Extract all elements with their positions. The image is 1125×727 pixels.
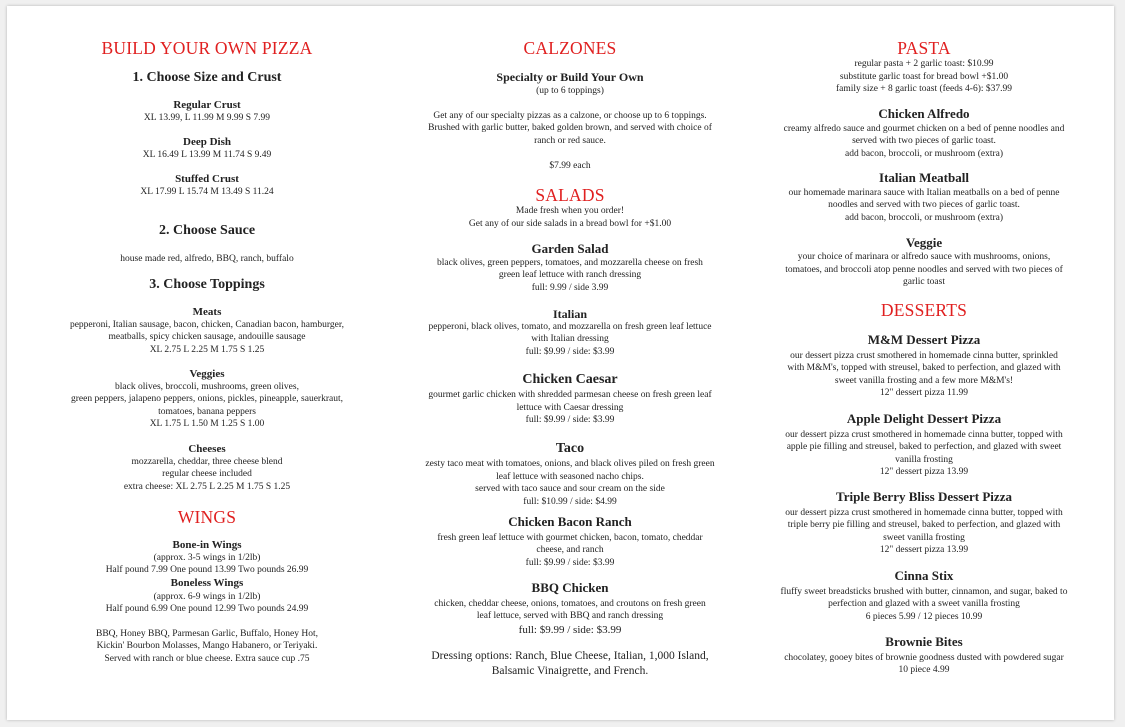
chicken-caesar-price: full: $9.99 / side: $3.99	[525, 415, 615, 425]
salads-note-2: Get any of our side salads in a bread bowl for +$1.00	[468, 219, 672, 229]
taco-salad-line-3: served with taco sauce and sour cream on the side	[475, 484, 665, 494]
triple-berry-line-1: our dessert pizza crust smothered in homemade cinna butter, topped with	[785, 508, 1063, 518]
mm-dessert-pizza-name: M&M Dessert Pizza	[867, 332, 981, 347]
pasta-note-1: regular pasta + 2 garlic toast: $10.99	[854, 59, 994, 69]
step-1-heading: 1. Choose Size and Crust	[132, 70, 282, 85]
garden-salad-name: Garden Salad	[531, 241, 609, 256]
italian-meatball-line-1: our homemade marinara sauce with Italian meatballs on a bed of penne	[788, 188, 1060, 198]
dressing-options-line-2: Balsamic Vinaigrette, and French.	[491, 665, 649, 677]
salads-note-1: Made fresh when you order!	[515, 206, 625, 216]
calzone-desc-line-3: ranch or red sauce.	[534, 136, 606, 146]
regular-crust-prices: XL 13.99, L 11.99 M 9.99 S 7.99	[143, 113, 271, 123]
meats-name: Meats	[192, 306, 222, 318]
bbq-chicken-line-2: leaf lettuce, served with BBQ and ranch dressing	[476, 611, 664, 621]
chicken-caesar-line-1: gourmet garlic chicken with shredded parmesan cheese on fresh green leaf	[428, 390, 712, 400]
veggie-pasta-line-1: your choice of marinara or alfredo sauce with mushrooms, onions,	[797, 252, 1051, 262]
chicken-bacon-ranch-line-2: cheese, and ranch	[536, 545, 604, 555]
bone-in-wings-prices: Half pound 7.99 One pound 13.99 Two pounds 26.99	[105, 565, 309, 575]
calzone-note: (up to 6 toppings)	[536, 86, 604, 96]
apple-delight-name: Apple Delight Dessert Pizza	[846, 411, 1002, 426]
calzone-subheading: Specialty or Build Your Own	[496, 70, 644, 84]
triple-berry-line-2: triple berry pie filling and streusel, baked to perfection, and glazed with	[787, 520, 1061, 530]
veggie-pasta-line-2: tomatoes, and broccoli atop penne noodles and served with two pieces of	[785, 265, 1063, 275]
cinna-stix-line-1: fluffy sweet breadsticks brushed with butter, cinnamon, and sugar, baked to	[780, 587, 1068, 597]
cinna-stix-price: 6 pieces 5.99 / 12 pieces 10.99	[865, 612, 983, 622]
veggies-line-3: tomatoes, banana peppers	[158, 407, 256, 417]
apple-delight-line-1: our dessert pizza crust smothered in homemade cinna butter, topped with	[785, 430, 1063, 440]
wing-sauces-line-2: Kickin' Bourbon Molasses, Mango Habanero, or Teriyaki.	[96, 641, 318, 651]
chicken-bacon-ranch-price: full: $9.99 / side: $3.99	[525, 558, 615, 568]
italian-salad-price: full: $9.99 / side: $3.99	[525, 347, 615, 357]
veggie-pasta-line-3: garlic toast	[903, 277, 945, 287]
section-title-build-your-own-pizza: BUILD YOUR OWN PIZZA	[101, 38, 313, 58]
cheeses-name: Cheeses	[188, 443, 226, 455]
deep-dish-prices: XL 16.49 L 13.99 M 11.74 S 9.49	[142, 150, 272, 160]
wing-sauces-line-3: Served with ranch or blue cheese. Extra sauce cup .75	[104, 654, 310, 664]
meats-line-1: pepperoni, Italian sausage, bacon, chicken, Canadian bacon, hamburger,	[69, 320, 345, 330]
cinna-stix-line-2: perfection and glazed with a sweet vanilla frosting	[828, 599, 1020, 609]
chicken-bacon-ranch-name: Chicken Bacon Ranch	[508, 514, 632, 529]
regular-crust-name: Regular Crust	[173, 99, 241, 111]
bone-in-wings-name: Bone-in Wings	[172, 539, 242, 551]
boneless-wings-note: (approx. 6-9 wings in 1/2lb)	[153, 592, 261, 602]
step-3-heading: 3. Choose Toppings	[149, 277, 265, 292]
garden-salad-line-2: green leaf lettuce with ranch dressing	[498, 270, 642, 280]
italian-salad-line-2: with Italian dressing	[531, 334, 609, 344]
apple-delight-line-2: apple pie filling and streusel, baked to perfection, and glazed with sweet	[786, 442, 1062, 452]
chicken-alfredo-line-3: add bacon, broccoli, or mushroom (extra)	[844, 149, 1004, 159]
chicken-alfredo-name: Chicken Alfredo	[878, 106, 970, 121]
triple-berry-line-3: sweet vanilla frosting	[883, 533, 965, 543]
meats-line-2: meatballs, spicy chicken sausage, andouille sausage	[108, 332, 306, 342]
stuffed-crust-prices: XL 17.99 L 15.74 M 13.49 S 11.24	[140, 187, 274, 197]
section-title-desserts: DESSERTS	[880, 300, 968, 320]
pasta-note-3: family size + 8 garlic toast (feeds 4-6): $37.99	[835, 84, 1013, 94]
chicken-bacon-ranch-line-1: fresh green leaf lettuce with gourmet chicken, bacon, tomato, cheddar	[437, 533, 703, 543]
section-title-salads: SALADS	[535, 185, 605, 205]
meats-prices: XL 2.75 L 2.25 M 1.75 S 1.25	[149, 345, 265, 355]
bone-in-wings-note: (approx. 3-5 wings in 1/2lb)	[153, 553, 261, 563]
mm-dessert-line-3: sweet vanilla frosting and a few more M&M's!	[834, 376, 1014, 386]
calzone-desc-line-1: Get any of our specialty pizzas as a calzone, or choose up to 6 toppings.	[433, 111, 707, 121]
calzone-price: $7.99 each	[549, 161, 591, 171]
chicken-caesar-name: Chicken Caesar	[522, 372, 618, 387]
wing-sauces-line-1: BBQ, Honey BBQ, Parmesan Garlic, Buffalo, Honey Hot,	[96, 629, 318, 639]
taco-salad-line-1: zesty taco meat with tomatoes, onions, and black olives piled on fresh green	[425, 459, 715, 469]
section-title-pasta: PASTA	[897, 38, 951, 58]
veggies-line-1: black olives, broccoli, mushrooms, green olives,	[115, 382, 299, 392]
cheeses-line-1: mozzarella, cheddar, three cheese blend	[131, 457, 283, 467]
chicken-caesar-line-2: lettuce with Caesar dressing	[516, 403, 624, 413]
taco-salad-price: full: $10.99 / side: $4.99	[523, 497, 617, 507]
taco-salad-line-2: leaf lettuce with seasoned nacho chips.	[496, 472, 644, 482]
section-title-wings: WINGS	[177, 507, 237, 527]
boneless-wings-prices: Half pound 6.99 One pound 12.99 Two pounds 24.99	[105, 604, 309, 614]
step-2-heading: 2. Choose Sauce	[158, 223, 256, 238]
italian-salad-line-1: pepperoni, black olives, tomato, and mozzarella on fresh green leaf lettuce	[428, 322, 712, 332]
cheeses-prices: extra cheese: XL 2.75 L 2.25 M 1.75 S 1.25	[123, 482, 291, 492]
brownie-bites-name: Brownie Bites	[885, 634, 963, 649]
veggies-name: Veggies	[189, 368, 225, 380]
brownie-bites-price: 10 piece 4.99	[898, 665, 950, 675]
italian-meatball-line-2: noodles and served with two pieces of garlic toast.	[828, 200, 1020, 210]
veggies-prices: XL 1.75 L 1.50 M 1.25 S 1.00	[149, 419, 265, 429]
mm-dessert-price: 12" dessert pizza 11.99	[880, 388, 968, 398]
veggies-line-2: green peppers, jalapeno peppers, onions, pickles, pineapple, sauerkraut,	[71, 394, 343, 404]
stuffed-crust-name: Stuffed Crust	[175, 173, 239, 185]
menu-page	[7, 6, 1114, 720]
triple-berry-name: Triple Berry Bliss Dessert Pizza	[836, 489, 1012, 504]
italian-salad-name: Italian	[552, 307, 587, 321]
cinna-stix-name: Cinna Stix	[894, 568, 954, 583]
calzone-desc-line-2: Brushed with garlic butter, baked golden brown, and served with choice of	[428, 123, 712, 133]
sauce-options: house made red, alfredo, BBQ, ranch, buffalo	[120, 254, 294, 264]
cheeses-line-2: regular cheese included	[162, 469, 252, 479]
apple-delight-line-3: vanilla frosting	[895, 455, 953, 465]
taco-salad-name: Taco	[555, 441, 585, 456]
italian-meatball-name: Italian Meatball	[879, 170, 969, 185]
deep-dish-name: Deep Dish	[183, 136, 231, 148]
brownie-bites-line-1: chocolatey, gooey bites of brownie goodness dusted with powdered sugar	[784, 653, 1064, 663]
veggie-pasta-name: Veggie	[905, 235, 943, 250]
italian-meatball-line-3: add bacon, broccoli, or mushroom (extra)	[844, 213, 1004, 223]
boneless-wings-name: Boneless Wings	[170, 577, 244, 589]
pasta-note-2: substitute garlic toast for bread bowl +$1.00	[839, 72, 1009, 82]
garden-salad-price: full: 9.99 / side 3.99	[531, 283, 609, 293]
mm-dessert-line-2: with M&M's, topped with streusel, baked to perfection, and glazed with	[787, 363, 1061, 373]
triple-berry-price: 12" dessert pizza 13.99	[879, 545, 969, 555]
bbq-chicken-line-1: chicken, cheddar cheese, onions, tomatoes, and croutons on fresh green	[434, 599, 706, 609]
mm-dessert-line-1: our dessert pizza crust smothered in homemade cinna butter, sprinkled	[790, 351, 1058, 361]
bbq-chicken-name: BBQ Chicken	[531, 580, 609, 595]
section-title-calzones: CALZONES	[523, 38, 617, 58]
chicken-alfredo-line-2: served with two pieces of garlic toast.	[852, 136, 996, 146]
dressing-options-line-1: Dressing options: Ranch, Blue Cheese, Italian, 1,000 Island,	[431, 650, 709, 662]
chicken-alfredo-line-1: creamy alfredo sauce and gourmet chicken on a bed of penne noodles and	[783, 124, 1065, 134]
garden-salad-line-1: black olives, green peppers, tomatoes, and mozzarella cheese on fresh	[437, 258, 703, 268]
apple-delight-price: 12" dessert pizza 13.99	[879, 467, 969, 477]
bbq-chicken-price: full: $9.99 / side: $3.99	[518, 624, 622, 636]
